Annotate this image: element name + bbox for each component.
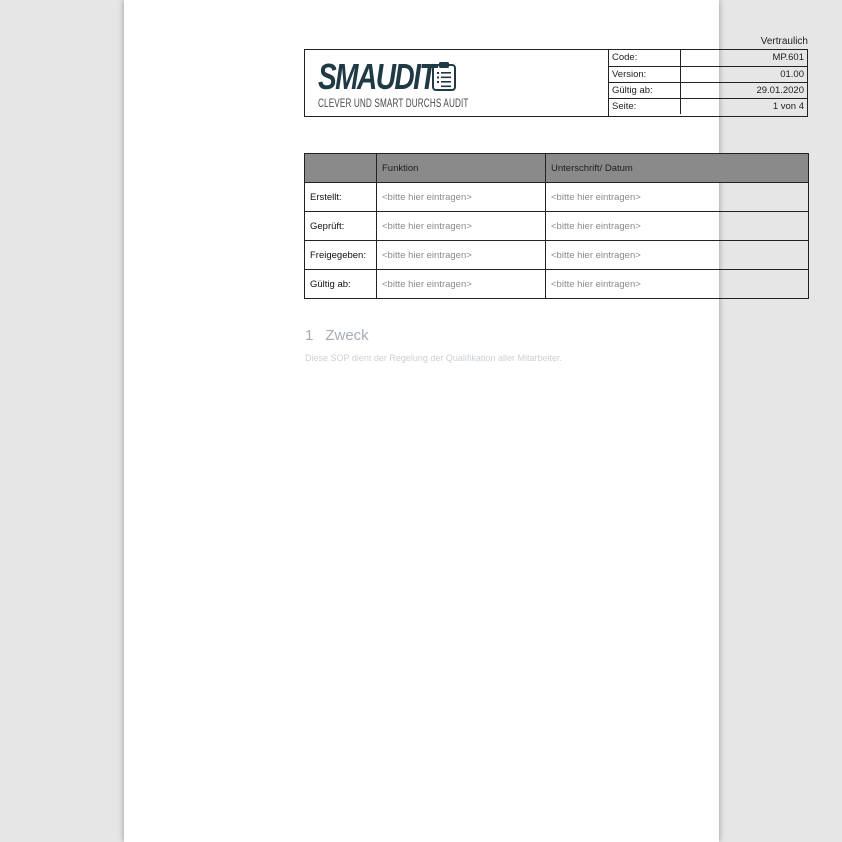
meta-row-version [609, 66, 807, 82]
confidentiality-label: Vertraulich [760, 36, 808, 47]
meta-row-page [609, 98, 807, 114]
column-header-unterschrift: Unterschrift/ Datum [546, 154, 809, 183]
meta-label: Code: [609, 50, 680, 66]
meta-label: Version: [609, 66, 680, 82]
unterschrift-field[interactable]: <bitte hier eintragen> [546, 270, 809, 299]
table-row [305, 183, 809, 212]
signature-table [304, 153, 809, 299]
funktion-field[interactable]: <bitte hier eintragen> [377, 212, 546, 241]
row-label: Erstellt: [305, 183, 377, 212]
meta-value: 01.00 [680, 66, 807, 82]
signature-table-header [305, 154, 809, 183]
document-meta-table [609, 50, 807, 114]
section-title: Zweck [325, 327, 369, 344]
section-heading [305, 327, 369, 344]
row-label: Freigegeben: [305, 241, 377, 270]
table-row [305, 241, 809, 270]
document-page [124, 0, 808, 842]
unterschrift-field[interactable]: <bitte hier eintragen> [546, 241, 809, 270]
unterschrift-field[interactable]: <bitte hier eintragen> [546, 212, 809, 241]
meta-value: 29.01.2020 [680, 82, 807, 98]
funktion-field[interactable]: <bitte hier eintragen> [377, 270, 546, 299]
column-header-funktion: Funktion [377, 154, 546, 183]
meta-value: MP.601 [680, 50, 807, 66]
logo-cell [305, 50, 609, 116]
funktion-field[interactable]: <bitte hier eintragen> [377, 241, 546, 270]
column-header-empty [305, 154, 377, 183]
meta-label: Gültig ab: [609, 82, 680, 98]
meta-row-code [609, 50, 807, 66]
row-label: Geprüft: [305, 212, 377, 241]
document-header [304, 49, 808, 117]
logo-tagline: CLEVER UND SMART DURCHS AUDIT [318, 96, 469, 110]
meta-row-valid-from [609, 82, 807, 98]
clipboard-checklist-icon [431, 61, 457, 91]
meta-label: Seite: [609, 98, 680, 114]
funktion-field[interactable]: <bitte hier eintragen> [377, 183, 546, 212]
unterschrift-field[interactable]: <bitte hier eintragen> [546, 183, 809, 212]
meta-value: 1 von 4 [772, 100, 804, 112]
row-label: Gültig ab: [305, 270, 377, 299]
logo-wordmark: SMAUDIT [318, 56, 435, 97]
table-row [305, 212, 809, 241]
section-number: 1 [305, 327, 314, 344]
section-body-text: Diese SOP dient der Regelung der Qualifikation aller Mitarbeiter. [305, 353, 562, 363]
table-row [305, 270, 809, 299]
